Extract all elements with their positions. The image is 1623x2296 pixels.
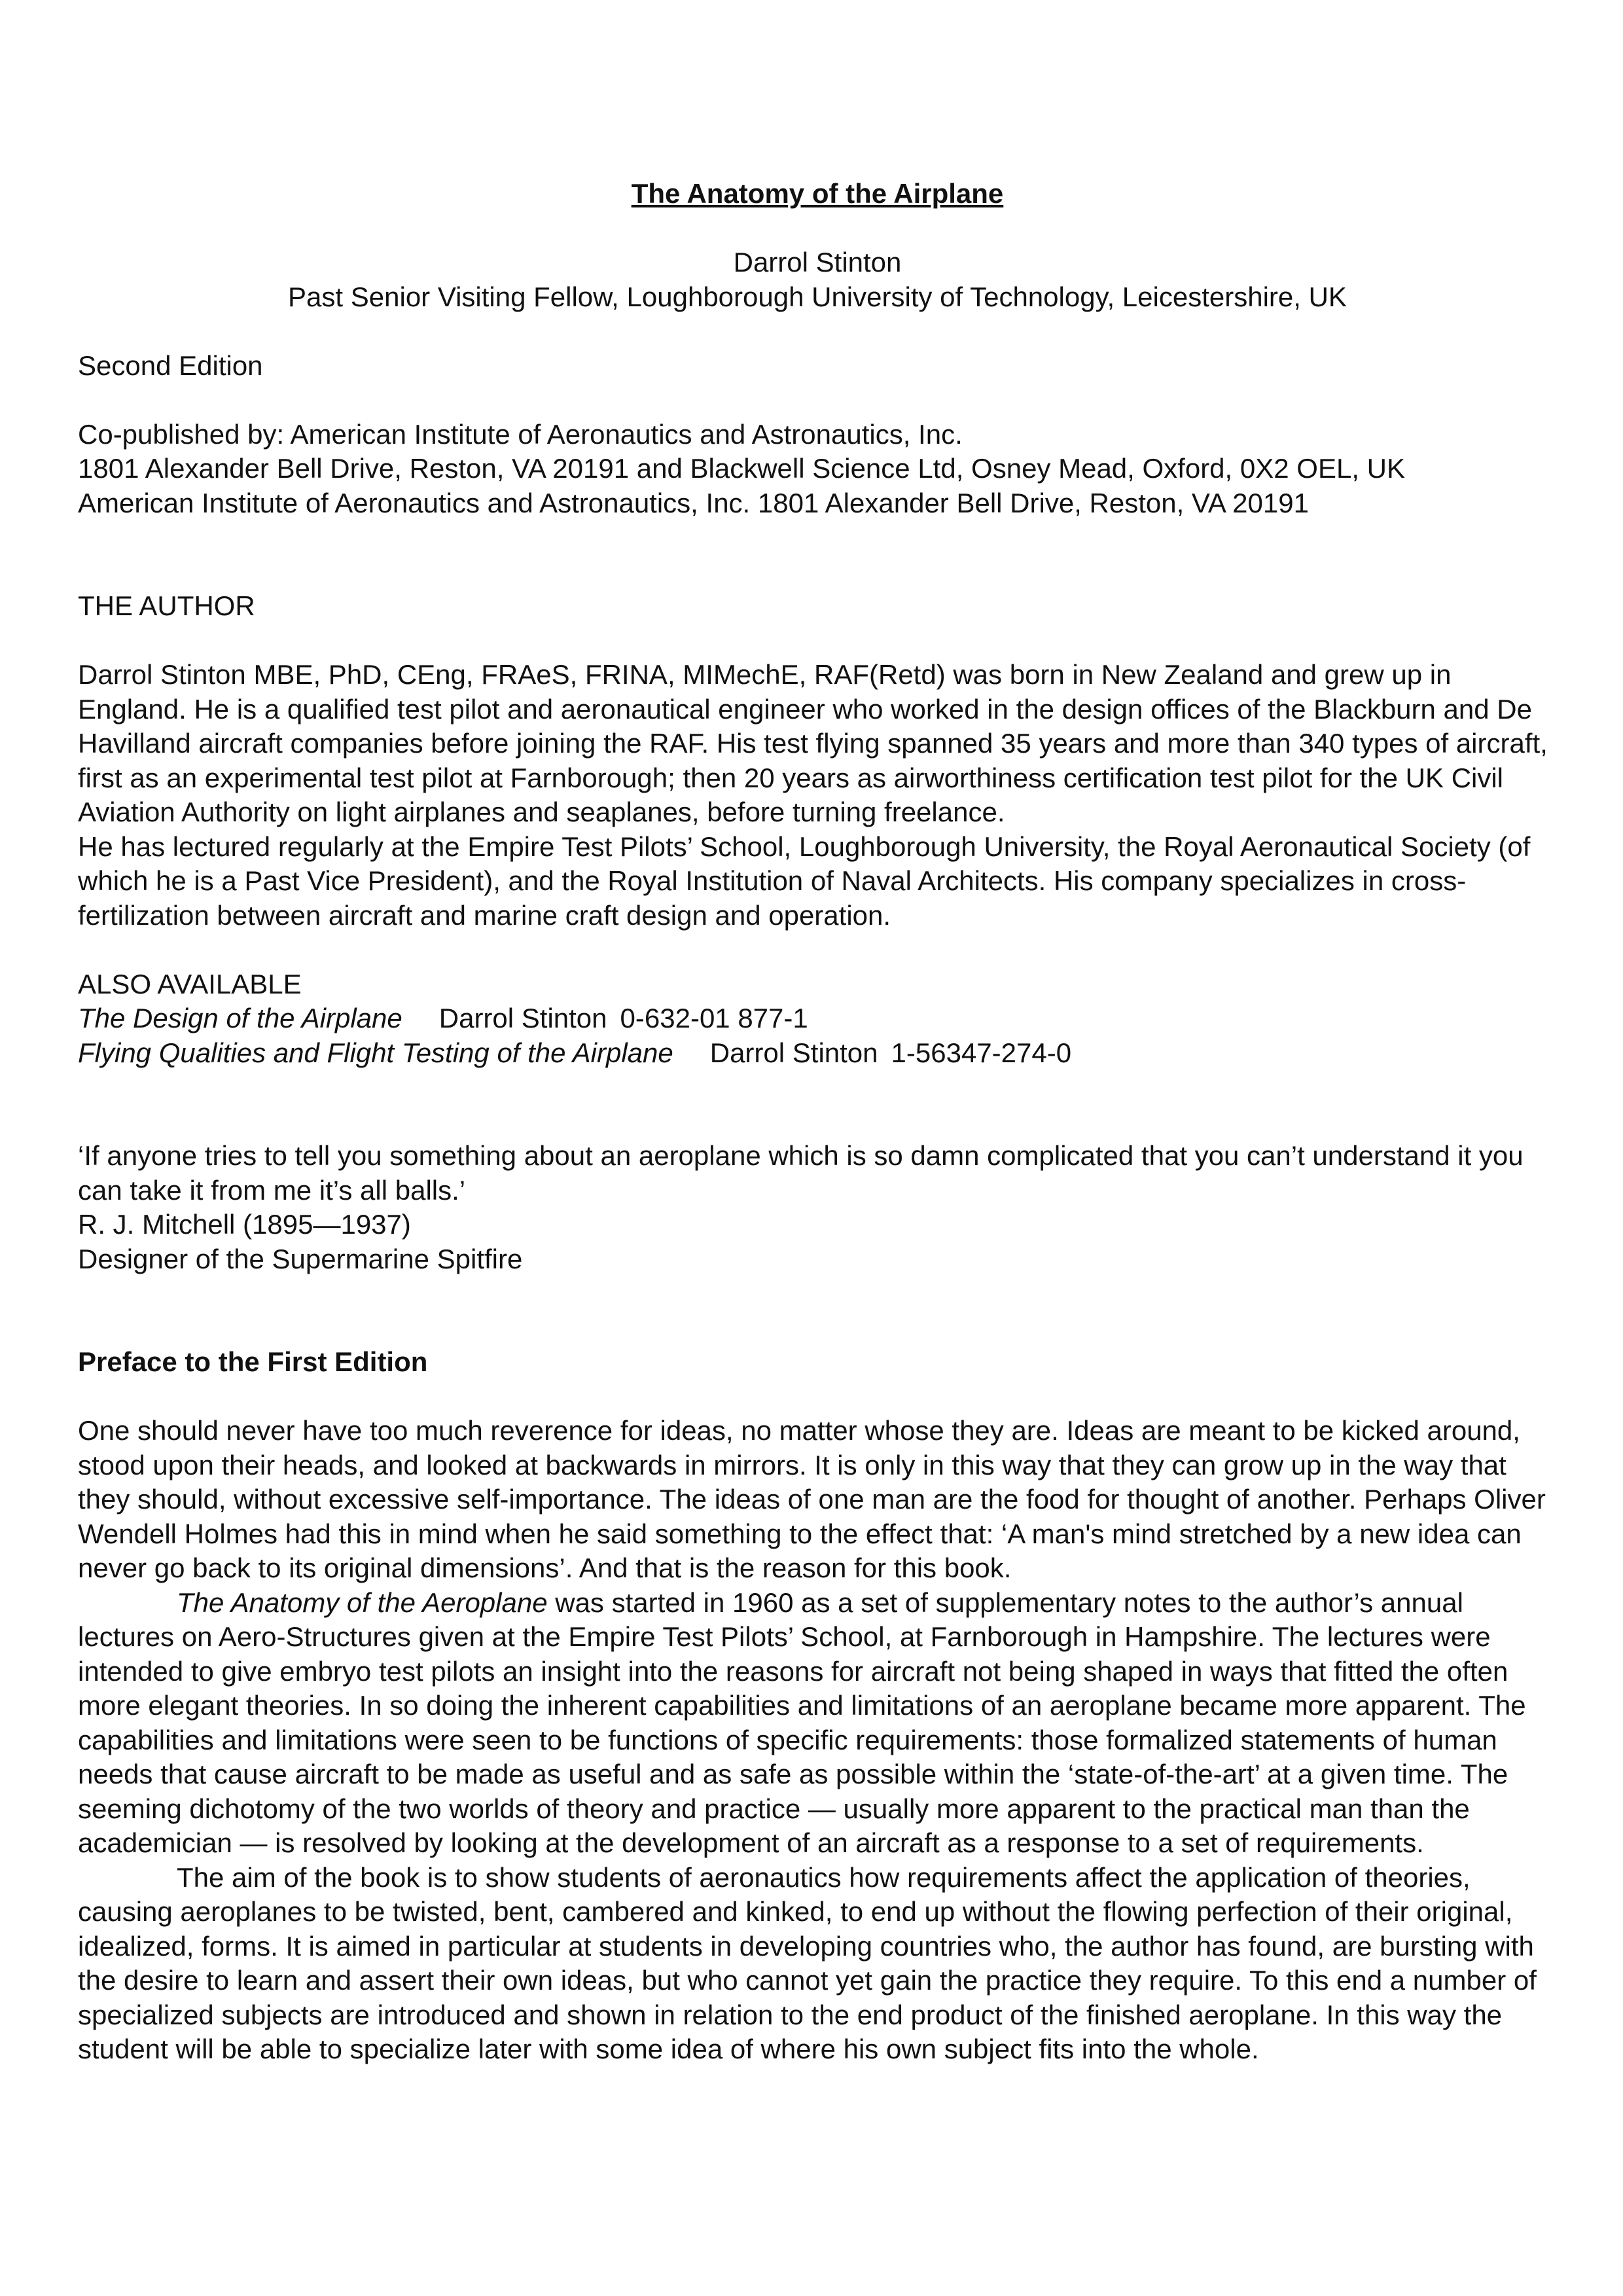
author-section-heading: THE AUTHOR — [78, 590, 255, 621]
preface-paragraph-3: The aim of the book is to show students of aeronautics how requirements affect the application of theories, causing aeroplanes to be twisted, bent, cambered and kinked, to end up without the flowing perfection of their original, idealized, forms. It is aimed in particular at students in developing countries who, the author has found, are bursting with the desire to learn and assert their own ideas, but who cannot yet gain the practice they require. To this end a number of specialized subjects are introduced and shown in relation to the end product of the finished aeroplane. In this way the student will be able to specialize later with some idea of where his own subject fits into the whole. — [78, 1861, 1537, 2064]
preface-paragraph-1: One should never have too much reverence for ideas, no matter whose they are. Ideas are meant to be kicked around, stood upon their heads, and looked at backwards in mirrors. It is only in this way that they can grow up in the way that they should, without excessive self-importance. The ideas of one man are the food for thought of another. Perhaps Oliver Wendell Holmes had this in mind when he said something to the effect that: ‘A man's mind stretched by a new idea can never go back to its original dimensions’. And that is the reason for this book. — [78, 1415, 1546, 1583]
publisher-line-1: Co-published by: American Institute of Aeronautics and Astronautics, Inc. — [78, 418, 963, 450]
book-title: Flying Qualities and Flight Testing of the Airplane — [78, 1037, 673, 1068]
book-title: The Design of the Airplane — [78, 1003, 402, 1033]
book-title-inline: The Anatomy of the Aeroplane — [177, 1587, 548, 1618]
publisher-line-2: 1801 Alexander Bell Drive, Reston, VA 20191 and Blackwell Science Ltd, Osney Mead, Oxford, 0X2 OEL, UK — [78, 453, 1405, 484]
also-available-heading: ALSO AVAILABLE — [78, 968, 302, 999]
author-affiliation: Past Senior Visiting Fellow, Loughborough University of Technology, Leicestershire, UK — [288, 281, 1347, 312]
epigraph-quote: ‘If anyone tries to tell you something about an aeroplane which is so damn complicated that you can’t understand it you can take it from me it’s all balls.’ — [78, 1140, 1524, 1206]
edition: Second Edition — [78, 350, 263, 381]
preface-paragraph-2-text: was started in 1960 as a set of supplementary notes to the author’s annual lectures on Aero-Structures given at the Empire Test Pilots’ School, at Farnborough in Hampshire. The lectures were intended to give embryo test pilots an insight into the reasons for aircraft not being shaped in ways that fitted the often more elegant theories. In so doing the inherent capabilities and limitations of an aeroplane became more apparent. The capabilities and limitations were seen to be functions of specific requirements: those formalized statements of human needs that cause aircraft to be made as useful and as safe as possible within the ‘state-of-the-art’ at a given time. The seeming dichotomy of the two worlds of theory and practice — usually more apparent to the practical man than the academician — is resolved by looking at the development of an aircraft as a response to a set of requirements. — [78, 1587, 1526, 1858]
author-bio-paragraph-1: Darrol Stinton MBE, PhD, CEng, FRAeS, FRINA, MIMechE, RAF(Retd) was born in New Zealand and grew up in England. He is a qualified test pilot and aeronautical engineer who worked in the design offices of the Blackburn and De Havilland aircraft companies before joining the RAF. His test flying spanned 35 years and more than 340 types of aircraft, first as an experimental test pilot at Farnborough; then 20 years as airworthiness certification test pilot for the UK Civil Aviation Authority on light airplanes and seaplanes, before turning freelance. — [78, 659, 1548, 827]
book-author: Darrol Stinton — [438, 1003, 607, 1033]
book-isbn: 0-632-01 877-1 — [620, 1003, 808, 1033]
epigraph-attribution: R. J. Mitchell (1895—1937) — [78, 1209, 411, 1240]
epigraph-role: Designer of the Supermarine Spitfire — [78, 1243, 523, 1274]
author-bio-paragraph-2: He has lectured regularly at the Empire Test Pilots’ School, Loughborough University, the Royal Aeronautical Society (of which he is a Past Vice President), and the Royal Institution of Naval Architects. His company specializes in cross-fertilization between aircraft and marine craft design and operation. — [78, 831, 1531, 931]
document-title: The Anatomy of the Airplane — [631, 178, 1004, 209]
also-available-item — [78, 1001, 1557, 1036]
book-isbn: 1-56347-274-0 — [891, 1037, 1072, 1068]
document-page — [78, 177, 1557, 2067]
book-author: Darrol Stinton — [709, 1037, 878, 1068]
author-name: Darrol Stinton — [733, 247, 902, 278]
publisher-line-3: American Institute of Aeronautics and Astronautics, Inc. 1801 Alexander Bell Drive, Reston, VA 20191 — [78, 487, 1309, 518]
preface-heading: Preface to the First Edition — [78, 1346, 428, 1377]
also-available-item — [78, 1036, 1557, 1071]
preface-paragraph-2 — [78, 1586, 1557, 1861]
